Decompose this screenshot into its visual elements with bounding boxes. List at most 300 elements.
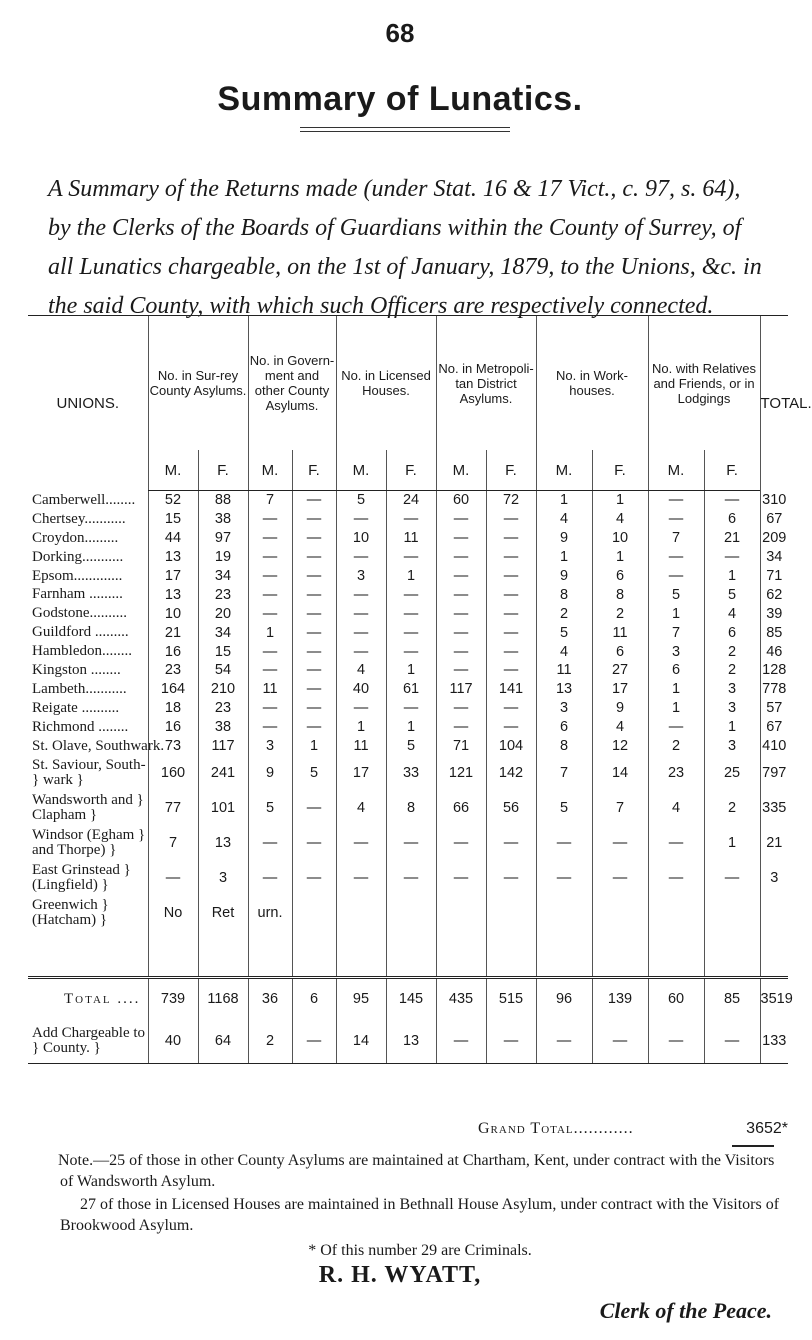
row-total: 3 <box>760 860 788 895</box>
header-metropolitan-asylums: No. in Metropoli-tan District Asylums. <box>436 316 536 451</box>
table-cell: — <box>248 529 292 548</box>
row-total: 778 <box>760 680 788 699</box>
table-cell: — <box>704 1019 760 1064</box>
table-cell: — <box>386 604 436 623</box>
table-cell: — <box>436 604 486 623</box>
table-cell: 3 <box>704 680 760 699</box>
row-total: 34 <box>760 548 788 567</box>
table-cell: 9 <box>592 699 648 718</box>
table-cell: — <box>436 661 486 680</box>
table-cell: — <box>248 825 292 860</box>
table-cell: 5 <box>292 755 336 790</box>
table-cell <box>592 895 648 930</box>
table-cell: — <box>336 699 386 718</box>
union-name: Chertsey........... <box>32 510 126 527</box>
union-name: Guildford ......... <box>32 624 129 641</box>
table-cell: 14 <box>592 755 648 790</box>
lunatics-table <box>28 315 812 1064</box>
table-cell <box>336 895 386 930</box>
table-cell: 23 <box>198 699 248 718</box>
union-name: Add Chargeable to } County. } <box>28 1019 148 1064</box>
table-cell: — <box>386 860 436 895</box>
table-cell: — <box>486 567 536 586</box>
table-cell: 3 <box>648 642 704 661</box>
table-cell: — <box>536 1019 592 1064</box>
table-row <box>28 529 788 548</box>
table-cell: 19 <box>198 548 248 567</box>
table-cell: 14 <box>336 1019 386 1064</box>
table-cell <box>486 895 536 930</box>
header-surrey-asylums: No. in Sur-rey County Asylums. <box>148 316 248 451</box>
table-cell: — <box>436 623 486 642</box>
table-cell: — <box>486 1019 536 1064</box>
table-cell: — <box>386 585 436 604</box>
table-cell: — <box>386 642 436 661</box>
table-cell: 64 <box>198 1019 248 1064</box>
table-cell: — <box>336 642 386 661</box>
row-total: 85 <box>760 623 788 642</box>
table-cell: 6 <box>536 718 592 737</box>
table-cell: 34 <box>198 623 248 642</box>
table-cell: 1 <box>386 661 436 680</box>
table-cell: — <box>436 825 486 860</box>
row-total: 67 <box>760 510 788 529</box>
table-cell: — <box>248 510 292 529</box>
table-cell: — <box>648 1019 704 1064</box>
table-cell: 3 <box>248 737 292 756</box>
note-chartham: Note.—25 of those in other County Asylums are maintained at Chartham, Kent, under contract with the Visitors of Wandsworth Asylum. <box>58 1152 775 1190</box>
table-cell: — <box>248 661 292 680</box>
table-cell: 85 <box>704 978 760 1020</box>
table-cell: — <box>486 529 536 548</box>
union-name: East Grinstead } (Lingfield) } <box>32 861 131 893</box>
table-cell: 17 <box>336 755 386 790</box>
signature-name: R. H. WYATT, <box>318 1262 482 1288</box>
row-total: 128 <box>760 661 788 680</box>
table-cell: 61 <box>386 680 436 699</box>
table-cell: 5 <box>336 491 386 510</box>
signature-role: Clerk of the Peace. <box>599 1298 772 1323</box>
table-cell: — <box>336 825 386 860</box>
title-rule <box>300 131 510 132</box>
table-cell: 11 <box>248 680 292 699</box>
table-cell: — <box>292 623 336 642</box>
table-cell: 25 <box>704 755 760 790</box>
table-cell: 7 <box>536 755 592 790</box>
table-cell: — <box>436 510 486 529</box>
table-row <box>28 661 788 680</box>
table-cell: — <box>248 604 292 623</box>
table-cell: 52 <box>148 491 198 510</box>
table-cell: 16 <box>148 718 198 737</box>
table-cell: 1 <box>648 699 704 718</box>
table-cell: — <box>536 825 592 860</box>
table-cell: 1 <box>536 491 592 510</box>
table-cell: — <box>648 510 704 529</box>
row-total: 46 <box>760 642 788 661</box>
table-cell: 5 <box>536 623 592 642</box>
table-cell: 15 <box>198 642 248 661</box>
table-cell: 21 <box>704 529 760 548</box>
table-cell: 40 <box>336 680 386 699</box>
table-cell <box>292 895 336 930</box>
table-cell: Ret <box>198 895 248 930</box>
table-cell: 6 <box>648 661 704 680</box>
table-cell: 5 <box>704 585 760 604</box>
row-total: 3519 <box>760 978 788 1020</box>
table-cell: 72 <box>486 491 536 510</box>
spacer-row <box>28 930 788 978</box>
table-cell: 7 <box>248 491 292 510</box>
table-cell: 3 <box>704 699 760 718</box>
table-cell: 7 <box>148 825 198 860</box>
union-name: Epsom............. <box>32 567 123 584</box>
table-cell: — <box>436 548 486 567</box>
union-name: Lambeth........... <box>32 680 127 697</box>
table-cell: 3 <box>704 737 760 756</box>
table-cell: 16 <box>148 642 198 661</box>
table-cell: 121 <box>436 755 486 790</box>
table-cell: — <box>292 529 336 548</box>
table-cell: 97 <box>198 529 248 548</box>
table-cell: — <box>292 680 336 699</box>
table-cell: — <box>386 510 436 529</box>
union-name: Croydon......... <box>32 529 119 546</box>
table-row <box>28 755 788 790</box>
table-cell: — <box>336 604 386 623</box>
union-name: Windsor (Egham } and Thorpe) } <box>32 826 146 858</box>
table-cell: — <box>336 585 386 604</box>
table-cell: — <box>248 642 292 661</box>
table-cell: 96 <box>536 978 592 1020</box>
table-cell: 1 <box>592 491 648 510</box>
table-cell: — <box>486 510 536 529</box>
table-cell: — <box>436 585 486 604</box>
table-cell: 4 <box>336 661 386 680</box>
header-workhouses: No. in Work-houses. <box>536 316 648 451</box>
table-cell: 9 <box>248 755 292 790</box>
table-cell: — <box>648 825 704 860</box>
table-cell: — <box>292 1019 336 1064</box>
table-cell: 11 <box>592 623 648 642</box>
header-relatives: No. with Relatives and Friends, or in Lodgings <box>648 316 760 451</box>
header-male: M. <box>536 450 592 491</box>
table-cell: 117 <box>198 737 248 756</box>
table-cell: 2 <box>592 604 648 623</box>
table-cell: 23 <box>648 755 704 790</box>
table-row <box>28 895 788 930</box>
table-cell: 15 <box>148 510 198 529</box>
table-row <box>28 825 788 860</box>
table-cell: 1 <box>386 567 436 586</box>
header-male: M. <box>148 450 198 491</box>
table-cell: 38 <box>198 510 248 529</box>
table-cell: — <box>248 567 292 586</box>
table-cell: 7 <box>648 529 704 548</box>
table-cell: — <box>292 567 336 586</box>
header-female: F. <box>198 450 248 491</box>
table-cell: 24 <box>386 491 436 510</box>
table-cell: — <box>336 860 386 895</box>
table-cell: — <box>486 825 536 860</box>
table-row <box>28 718 788 737</box>
table-cell: 56 <box>486 790 536 825</box>
table-cell: 2 <box>704 661 760 680</box>
page-number: 68 <box>385 18 415 48</box>
table-cell: 95 <box>336 978 386 1020</box>
table-cell: 2 <box>704 790 760 825</box>
table-cell: 1 <box>386 718 436 737</box>
table-cell: — <box>336 548 386 567</box>
table-cell: — <box>292 585 336 604</box>
table-cell: 8 <box>386 790 436 825</box>
table-row <box>28 510 788 529</box>
union-name: Dorking........... <box>32 548 124 565</box>
row-total: 71 <box>760 567 788 586</box>
table-cell: — <box>592 860 648 895</box>
table-cell: 54 <box>198 661 248 680</box>
table-cell: 8 <box>592 585 648 604</box>
header-male: M. <box>436 450 486 491</box>
table-cell: — <box>648 491 704 510</box>
table-cell: 6 <box>592 567 648 586</box>
union-name: St. Saviour, South- } wark } <box>32 756 146 788</box>
table-cell: — <box>386 548 436 567</box>
table-row <box>28 604 788 623</box>
table-cell: — <box>486 623 536 642</box>
table-row <box>28 1019 788 1064</box>
header-male: M. <box>648 450 704 491</box>
table-row <box>28 790 788 825</box>
table-cell: 139 <box>592 978 648 1020</box>
table-row <box>28 680 788 699</box>
table-cell: — <box>386 825 436 860</box>
row-total: 209 <box>760 529 788 548</box>
union-name: Farnham ......... <box>32 586 123 603</box>
table-cell: 18 <box>148 699 198 718</box>
table-cell: 1 <box>704 718 760 737</box>
row-total: 67 <box>760 718 788 737</box>
table-cell: 4 <box>592 510 648 529</box>
table-cell <box>648 895 704 930</box>
table-cell: — <box>292 661 336 680</box>
table-cell: 5 <box>648 585 704 604</box>
table-cell: — <box>292 642 336 661</box>
table-cell: 3 <box>336 567 386 586</box>
union-name: Richmond ........ <box>32 718 129 735</box>
table-cell: 1 <box>704 825 760 860</box>
row-total: 133 <box>760 1019 788 1064</box>
table-cell: 17 <box>148 567 198 586</box>
table-cell: 60 <box>436 491 486 510</box>
table-cell: 1 <box>648 680 704 699</box>
row-total: 335 <box>760 790 788 825</box>
header-female: F. <box>386 450 436 491</box>
table-cell: 1 <box>704 567 760 586</box>
grand-total-rule <box>732 1145 774 1147</box>
table-cell: 13 <box>148 548 198 567</box>
row-total: 310 <box>760 491 788 510</box>
table-cell: 66 <box>436 790 486 825</box>
table-cell: 4 <box>592 718 648 737</box>
table-cell: — <box>292 718 336 737</box>
table-cell: 38 <box>198 718 248 737</box>
table-cell: — <box>648 548 704 567</box>
table-cell <box>386 895 436 930</box>
note-criminals: * Of this number 29 are Criminals. <box>308 1242 532 1259</box>
table-cell: — <box>336 623 386 642</box>
table-cell: 4 <box>648 790 704 825</box>
table-cell: 739 <box>148 978 198 1020</box>
header-male: M. <box>336 450 386 491</box>
table-row <box>28 585 788 604</box>
table-cell: 60 <box>648 978 704 1020</box>
table-cell: 13 <box>536 680 592 699</box>
table-cell: — <box>248 699 292 718</box>
grand-total-value: 3652* <box>746 1120 788 1137</box>
table-cell: 141 <box>486 680 536 699</box>
table-cell: 101 <box>198 790 248 825</box>
table-cell: 10 <box>592 529 648 548</box>
table-row <box>28 548 788 567</box>
table-cell: 7 <box>648 623 704 642</box>
table-row <box>28 860 788 895</box>
table-cell: 77 <box>148 790 198 825</box>
union-name: Camberwell........ <box>32 491 136 508</box>
table-cell: — <box>486 718 536 737</box>
header-female: F. <box>486 450 536 491</box>
table-cell: 7 <box>592 790 648 825</box>
table-cell: 13 <box>198 825 248 860</box>
table-cell: — <box>704 860 760 895</box>
table-cell <box>536 895 592 930</box>
table-cell: 11 <box>336 737 386 756</box>
header-licensed-houses: No. in Licensed Houses. <box>336 316 436 451</box>
table-cell: — <box>592 1019 648 1064</box>
table-cell: 13 <box>386 1019 436 1064</box>
table-cell: 11 <box>386 529 436 548</box>
table-cell: 40 <box>148 1019 198 1064</box>
union-name: Total .... <box>28 978 148 1020</box>
table-cell: 160 <box>148 755 198 790</box>
table-cell: 6 <box>704 510 760 529</box>
row-total: 21 <box>760 825 788 860</box>
table-cell: — <box>486 860 536 895</box>
table-cell: 5 <box>386 737 436 756</box>
table-cell: 104 <box>486 737 536 756</box>
table-cell: — <box>292 548 336 567</box>
table-cell: 73 <box>148 737 198 756</box>
table-cell: 44 <box>148 529 198 548</box>
table-cell: 6 <box>704 623 760 642</box>
table-cell: — <box>148 860 198 895</box>
table-cell: — <box>486 604 536 623</box>
table-cell: — <box>436 699 486 718</box>
table-row <box>28 491 788 510</box>
table-cell: — <box>248 718 292 737</box>
table-cell: — <box>292 860 336 895</box>
header-female: F. <box>292 450 336 491</box>
table-cell: 3 <box>198 860 248 895</box>
table-cell: — <box>486 699 536 718</box>
header-male: M. <box>248 450 292 491</box>
table-cell: 34 <box>198 567 248 586</box>
row-total: 797 <box>760 755 788 790</box>
header-government-asylums: No. in Govern-ment and other County Asylums. <box>248 316 336 451</box>
table-cell: 1168 <box>198 978 248 1020</box>
table-cell: 1 <box>292 737 336 756</box>
table-cell: 33 <box>386 755 436 790</box>
page-title: Summary of Lunatics. <box>217 80 583 118</box>
union-name: Godstone.......... <box>32 605 127 622</box>
table-cell: 17 <box>592 680 648 699</box>
header-unions: UNIONS. <box>28 316 148 491</box>
table-cell: — <box>292 699 336 718</box>
table-cell: 241 <box>198 755 248 790</box>
table-cell: — <box>486 548 536 567</box>
table-cell: 10 <box>148 604 198 623</box>
table-cell: — <box>292 510 336 529</box>
table-cell: — <box>386 699 436 718</box>
table-cell: — <box>648 860 704 895</box>
table-cell: 4 <box>536 510 592 529</box>
table-cell: — <box>486 585 536 604</box>
table-cell: 1 <box>648 604 704 623</box>
table-cell: 2 <box>704 642 760 661</box>
row-total: 62 <box>760 585 788 604</box>
row-total: 39 <box>760 604 788 623</box>
header-female: F. <box>704 450 760 491</box>
table-cell: — <box>486 642 536 661</box>
table-cell: — <box>292 825 336 860</box>
table-cell: 1 <box>592 548 648 567</box>
table-cell: 4 <box>704 604 760 623</box>
note-bethnall: 27 of those in Licensed Houses are maintained in Bethnall House Asylum, under contract with the Visitors of Brookwood Asylum. <box>60 1196 780 1234</box>
table-cell: 1 <box>248 623 292 642</box>
table-cell: 13 <box>148 585 198 604</box>
table-cell: 164 <box>148 680 198 699</box>
table-cell: 23 <box>198 585 248 604</box>
table-row <box>28 699 788 718</box>
table-cell: 23 <box>148 661 198 680</box>
row-total <box>760 895 788 930</box>
table-cell: — <box>704 548 760 567</box>
header-female: F. <box>592 450 648 491</box>
table-cell: 4 <box>536 642 592 661</box>
table-cell: 21 <box>148 623 198 642</box>
table-cell: 2 <box>536 604 592 623</box>
table-cell: — <box>248 860 292 895</box>
table-cell: 1 <box>536 548 592 567</box>
table-cell: 2 <box>248 1019 292 1064</box>
row-total: 410 <box>760 737 788 756</box>
table-cell: 3 <box>536 699 592 718</box>
table-cell: 8 <box>536 737 592 756</box>
table-cell: — <box>648 567 704 586</box>
table-cell: 4 <box>336 790 386 825</box>
table-cell: 6 <box>292 978 336 1020</box>
header-total: TOTAL. <box>760 316 788 491</box>
table-cell: 20 <box>198 604 248 623</box>
table-cell: 117 <box>436 680 486 699</box>
table-cell: — <box>592 825 648 860</box>
table-cell: 9 <box>536 567 592 586</box>
table-cell: — <box>292 491 336 510</box>
table-cell <box>436 895 486 930</box>
table-cell: 71 <box>436 737 486 756</box>
table-cell: — <box>648 718 704 737</box>
table-cell: 10 <box>336 529 386 548</box>
